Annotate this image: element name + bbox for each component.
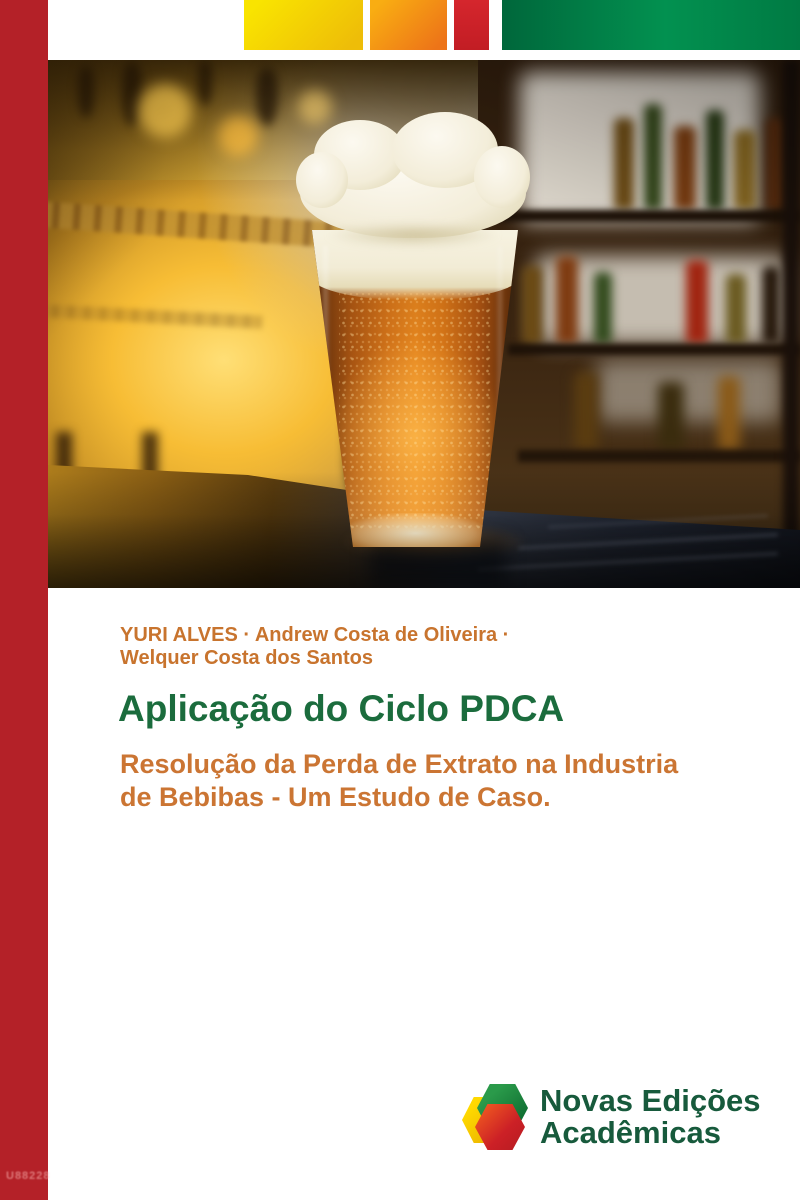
- photo-vignette: [48, 60, 800, 588]
- authors-line-2: Welquer Costa dos Santos: [120, 647, 374, 669]
- publisher-logo: [462, 1084, 761, 1150]
- book-title: Aplicação do Ciclo PDCA: [118, 688, 565, 729]
- left-red-spine-stripe: [0, 0, 51, 1200]
- subtitle-line-2: de Bebibas - Um Estudo de Caso.: [120, 782, 551, 812]
- publisher-name-line-2: Acadêmicas: [540, 1115, 721, 1150]
- authors-block: [120, 624, 509, 670]
- authors-line-1: YURI ALVES · Andrew Costa de Oliveira ·: [120, 624, 510, 646]
- beer-photo: [48, 60, 800, 588]
- publisher-name-line-1: Novas Edições: [540, 1083, 761, 1118]
- book-subtitle: [120, 748, 678, 814]
- watermark-text: U88228: [6, 1170, 51, 1182]
- green-bar: [502, 0, 800, 50]
- publisher-name: [540, 1085, 761, 1149]
- publisher-hexagon-mark: [462, 1084, 528, 1150]
- subtitle-line-1: Resolução da Perda de Extrato na Industria: [120, 749, 679, 779]
- red-bar: [454, 0, 489, 50]
- orange-bar: [370, 0, 447, 50]
- yellow-bar: [244, 0, 363, 50]
- top-color-bars: [0, 0, 800, 50]
